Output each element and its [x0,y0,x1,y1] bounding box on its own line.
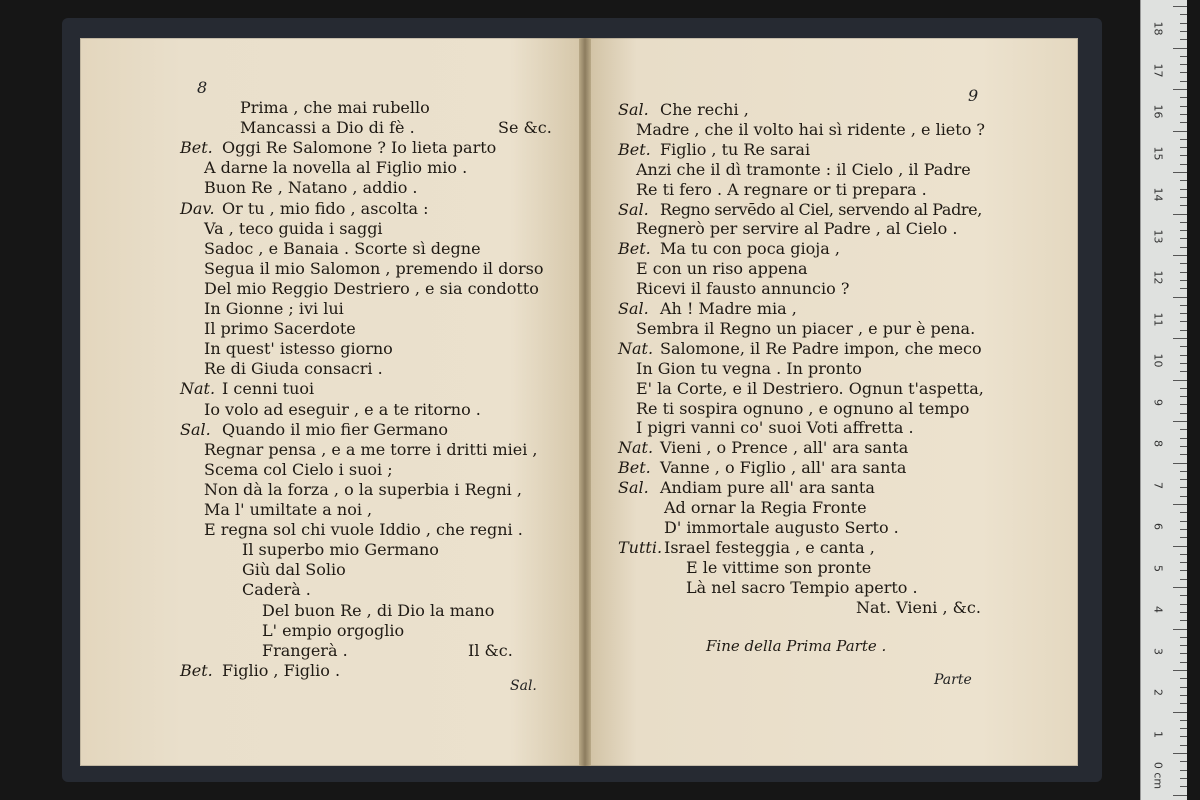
ruler-tick [1180,512,1187,513]
ruler-number: 16 [1151,104,1165,119]
ruler-tick [1173,546,1187,547]
speaker-label: Sal. [618,478,649,498]
ruler-tick [1180,189,1187,190]
ruler-tick [1180,205,1187,206]
ruler-tick [1180,230,1187,231]
ruler-tick [1180,114,1187,115]
left-text-line: Oggi Re Salomone ? Io lieta parto [222,138,497,158]
right-text-line: Regnerò per servire al Padre , al Cielo . [636,219,958,239]
left-catchword: Sal. [510,678,537,694]
ruler-tick [1180,429,1187,430]
ruler-tick [1180,396,1187,397]
ruler-tick [1180,388,1187,389]
ruler-tick [1180,471,1187,472]
ruler-tick [1180,653,1187,654]
ruler-tick [1173,214,1187,215]
right-text-line: Figlio , tu Re sarai [660,139,811,159]
left-text-line: In Gionne ; ivi lui [204,299,344,318]
left-text-line: Il primo Sacerdote [204,319,356,339]
ruler-number: 2 [1151,689,1165,696]
right-text-line: Re ti fero . A regnare or ti prepara . [636,179,927,199]
ruler-number: 11 [1151,312,1165,326]
ruler-tick [1173,795,1187,796]
ruler-tick [1180,770,1187,771]
ruler-tick [1173,629,1187,630]
ruler-number: 18 [1151,21,1165,36]
ruler-tick [1180,620,1187,621]
right-text-line: Israel festeggia , e canta , [664,537,875,557]
speaker-label: Nat. [180,379,216,399]
ruler-tick [1180,197,1187,198]
book-gutter [579,38,591,766]
ruler-number: 12 [1151,270,1165,285]
left-page-number: 8 [197,78,208,97]
left-text-line: E regna sol chi vuole Iddio , che regni . [204,520,523,540]
ruler-tick [1180,529,1187,530]
speaker-label: Sal. [618,100,649,119]
end-note: Fine della Prima Parte . [706,637,887,655]
ruler-tick [1173,421,1187,422]
right-text-line: Madre , che il volto hai sì ridente , e lieto ? [636,119,985,139]
ruler-tick [1180,487,1187,488]
ruler-tick [1173,670,1187,671]
ruler-number: 1 [1151,730,1165,738]
left-text-line: Del mio Reggio Destriero , e sia condotto [204,278,539,298]
left-text-line: Prima , che mai rubello [240,98,430,117]
ruler-tick [1180,14,1187,15]
speaker-label: Bet. [618,458,651,478]
ruler-tick [1180,288,1187,289]
left-text-line: Buon Re , Natano , addio . [204,178,418,198]
ruler-tick [1180,687,1187,688]
ruler-tick [1180,678,1187,679]
ruler-tick [1173,504,1187,505]
ruler-tick [1180,330,1187,331]
ruler-tick [1180,31,1187,32]
left-text-line: Frangerà . [262,640,348,660]
right-text-line: Nat. Vieni , &c. [856,597,981,617]
ruler-tick [1173,172,1187,173]
speaker-label: Bet. [180,138,213,158]
ruler-tick [1180,238,1187,239]
ruler-tick [1180,180,1187,181]
ruler-tick [1173,380,1187,381]
right-text-line: Ah ! Madre mia , [660,299,797,318]
ruler-tick [1173,587,1187,588]
ruler-tick [1180,496,1187,497]
ruler-tick [1180,579,1187,580]
speaker-label: Nat. [618,438,654,458]
ruler-tick [1180,81,1187,82]
ruler-number: 7 [1151,481,1165,489]
right-text-line: Ricevi il fausto annuncio ? [636,279,850,299]
left-text-line: Quando il mio fier Germano [222,419,448,439]
speaker-label: Sal. [618,299,649,318]
left-text-line: Non dà la forza , o la superbia i Regni , [204,479,522,499]
right-text-line: Là nel sacro Tempio aperto . [686,577,918,597]
ruler-tick [1180,778,1187,779]
right-text-line: I pigri vanni co' suoi Voti affretta . [636,418,914,438]
left-text-line: Del buon Re , di Dio la mano [262,600,495,620]
ruler-number: 5 [1151,564,1165,572]
right-text-line: E le vittime son pronte [686,557,872,577]
ruler-tick [1180,280,1187,281]
ruler-tick [1180,355,1187,356]
ruler-tick [1173,297,1187,298]
ruler-number: 13 [1151,229,1165,243]
ruler-tick [1180,321,1187,322]
ruler-tick [1180,761,1187,762]
right-page-number: 9 [968,86,979,105]
ruler-tick [1180,272,1187,273]
ruler-tick [1180,521,1187,522]
right-catchword: Parte [934,672,972,688]
ruler-tick [1180,155,1187,156]
right-text-line: Anzi che il dì tramonte : il Cielo , il Padre [636,159,971,179]
ruler-number: 14 [1151,187,1165,202]
ruler-tick [1173,6,1187,7]
ruler-tick [1180,595,1187,596]
right-text-line: E con un riso appena [636,259,808,279]
measurement-ruler [1140,0,1187,800]
speaker-label: Sal. [618,199,649,219]
speaker-label: Dav. [180,198,215,218]
left-text-line: Va , teco guida i saggi [204,218,383,238]
right-text-line: Salomone, il Re Padre impon, che meco [660,338,982,358]
left-text-line: L' empio orgoglio [262,620,405,640]
ruler-tick [1180,164,1187,165]
speaker-label: Bet. [618,239,651,259]
ruler-tick [1180,72,1187,73]
ruler-tick [1180,371,1187,372]
ruler-tick [1180,263,1187,264]
right-text-line: In Gion tu vegna . In pronto [636,358,862,378]
ruler-number: 15 [1151,146,1165,160]
ruler-tick [1180,728,1187,729]
ruler-tick [1180,106,1187,107]
left-text-line: Ma l' umiltate a noi , [204,500,373,519]
ruler-tick [1173,48,1187,49]
ruler-tick [1173,255,1187,256]
ruler-number: 4 [1151,606,1165,613]
ruler-tick [1180,97,1187,98]
ruler-tick [1180,736,1187,737]
ruler-tick [1180,363,1187,364]
ruler-tick [1180,562,1187,563]
ruler-tick [1180,305,1187,306]
ruler-tick [1173,89,1187,90]
ruler-tick [1180,247,1187,248]
speaker-label: Sal. [180,419,211,439]
ruler-tick [1180,637,1187,638]
right-text-line: Vieni , o Prence , all' ara santa [660,438,909,458]
ruler-number: 10 [1151,353,1165,368]
speaker-label: Nat. [618,338,654,358]
left-text-line: Giù dal Solio [242,560,346,580]
ruler-number: 9 [1151,398,1165,406]
ruler-tick [1180,39,1187,40]
ruler-tick [1180,604,1187,605]
right-text-line: Andiam pure all' ara santa [660,478,875,498]
ruler-number: 6 [1151,523,1165,530]
ruler-tick [1180,64,1187,65]
right-text-line: Ad ornar la Regia Fronte [664,498,867,517]
speaker-label: Tutti. [618,537,663,557]
right-text-line: D' immortale augusto Serto . [664,517,899,537]
ruler-tick [1180,147,1187,148]
ruler-tick [1180,554,1187,555]
ruler-tick [1180,612,1187,613]
ruler-tick [1180,786,1187,787]
right-text-line: Vanne , o Figlio , all' ara santa [660,458,907,478]
left-text-line: Or tu , mio fido , ascolta : [222,198,429,218]
repeat-cue: Il &c. [468,640,513,660]
left-text-line: Il superbo mio Germano [242,540,439,560]
ruler-tick [1180,139,1187,140]
right-text-line: E' la Corte, e il Destriero. Ognun t'aspetta, [636,378,984,398]
left-text-line: Scema col Cielo i suoi ; [204,459,393,479]
ruler-number: 8 [1151,440,1165,447]
ruler-number: 17 [1151,63,1165,77]
left-text-line: A darne la novella al Figlio mio . [204,158,468,178]
ruler-tick [1180,662,1187,663]
ruler-tick [1180,313,1187,314]
right-text-line: Che rechi , [660,100,749,119]
left-text-line: Mancassi a Dio di fè . [240,118,415,138]
ruler-tick [1180,645,1187,646]
ruler-number: 3 [1151,647,1165,655]
left-text-line: Segua il mio Salomon , premendo il dorso [204,258,544,278]
ruler-tick [1180,122,1187,123]
ruler-tick [1180,479,1187,480]
right-text-line: Regno servēdo al Ciel, servendo al Padre, [660,199,982,219]
left-text-line: Re di Giuda consacri . [204,359,383,379]
ruler-tick [1180,56,1187,57]
left-text-line: Sadoc , e Banaia . Scorte sì degne [204,238,481,258]
ruler-tick [1180,23,1187,24]
left-text-line: Caderà . [242,580,311,600]
right-text-line: Ma tu con poca gioja , [660,239,840,259]
ruler-tick [1173,338,1187,339]
ruler-tick [1173,753,1187,754]
ruler-tick [1180,446,1187,447]
ruler-tick [1180,404,1187,405]
ruler-tick [1180,695,1187,696]
ruler-tick [1180,346,1187,347]
repeat-cue: Se &c. [498,118,552,138]
ruler-tick [1180,438,1187,439]
speaker-label: Bet. [618,139,651,159]
left-text-line: I cenni tuoi [222,379,315,399]
ruler-tick [1173,131,1187,132]
left-text-line: Figlio , Figlio . [222,660,341,680]
left-text-line: Io volo ad eseguir , e a te ritorno . [204,399,481,419]
left-text-line: In quest' istesso giorno [204,339,393,359]
right-text-line: Re ti sospira ognuno , e ognuno al tempo [636,398,970,418]
ruler-tick [1173,463,1187,464]
left-text-line: Regnar pensa , e a me torre i dritti miei , [204,439,538,459]
ruler-tick [1180,745,1187,746]
ruler-tick [1180,222,1187,223]
speaker-label: Bet. [180,660,213,680]
right-text-line: Sembra il Regno un piacer , e pur è pena. [636,318,976,338]
ruler-tick [1173,712,1187,713]
ruler-tick [1180,413,1187,414]
ruler-tick [1180,703,1187,704]
ruler-number: 0 cm [1151,761,1165,790]
ruler-tick [1180,454,1187,455]
ruler-tick [1180,537,1187,538]
ruler-tick [1180,720,1187,721]
ruler-tick [1180,570,1187,571]
